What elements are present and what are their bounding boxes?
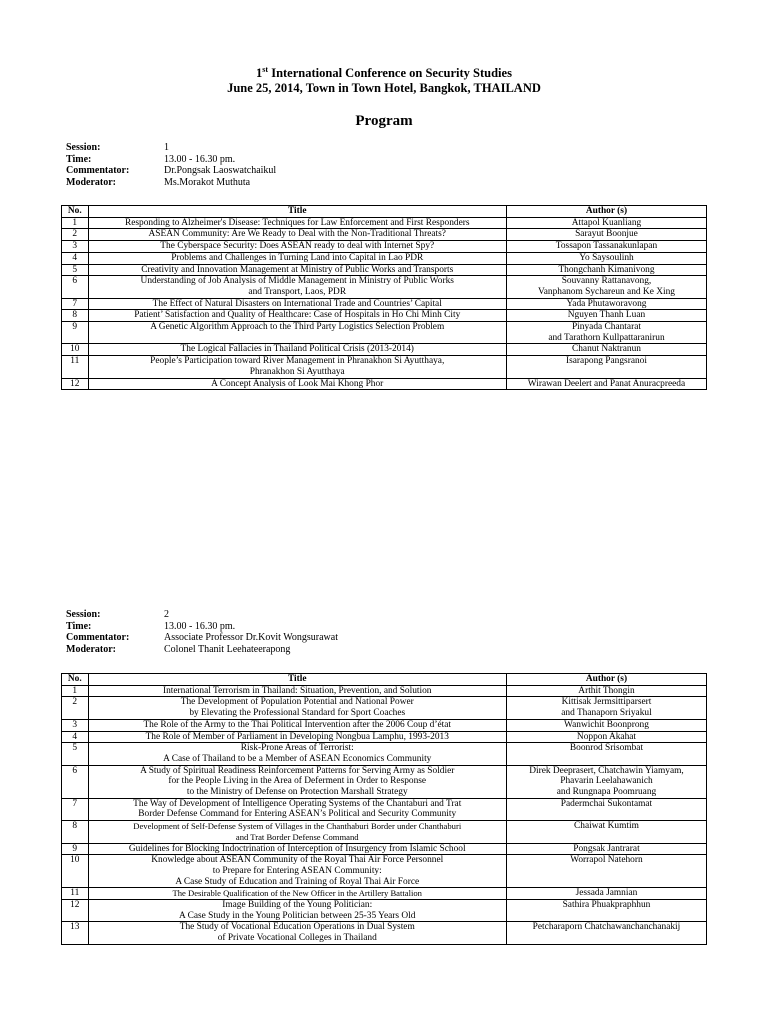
session-2-table	[61, 673, 707, 945]
row-number-text: 1	[72, 685, 78, 696]
row-number	[62, 378, 89, 390]
paper-author-line: Thongchanh Kimanivong	[558, 264, 655, 275]
paper-title	[88, 798, 506, 820]
paper-title	[88, 298, 506, 310]
table-row	[62, 685, 707, 697]
table-row	[62, 298, 707, 310]
time-label: Time:	[66, 153, 92, 165]
row-number-text: 3	[72, 241, 78, 252]
table-row	[62, 743, 707, 765]
paper-author	[506, 765, 706, 798]
program-heading: Program	[355, 113, 413, 129]
table-row	[62, 229, 707, 241]
paper-title-line: A Genetic Algorithm Approach to the Third Party Logistics Selection Problem	[150, 322, 445, 333]
row-number	[62, 322, 89, 344]
row-number-text: 7	[72, 298, 78, 309]
moderator-label: Moderator:	[66, 176, 116, 188]
row-number	[62, 843, 89, 855]
paper-author	[506, 855, 706, 888]
paper-author-line: Chanut Naktranun	[571, 344, 641, 355]
row-number-text: 12	[70, 900, 80, 911]
paper-title-line: The Way of Development of Intelligence Operating Systems of the Chantaburi and Trat	[133, 798, 462, 809]
table-row	[62, 241, 707, 253]
col-title-header: Title	[88, 206, 506, 218]
paper-title-line: for the People Living in the Area of Deferment in Order to Response	[168, 776, 427, 787]
paper-title	[88, 743, 506, 765]
row-number-text: 2	[72, 229, 78, 240]
paper-title	[88, 229, 506, 241]
table-row	[62, 821, 707, 843]
table-row	[62, 264, 707, 276]
paper-title-line: and Transport, Laos, PDR	[248, 286, 347, 297]
row-number-text: 10	[70, 855, 80, 866]
row-number	[62, 310, 89, 322]
session-label: Session:	[66, 609, 101, 620]
moderator-label: Moderator:	[66, 643, 116, 655]
paper-title	[88, 821, 506, 843]
paper-author	[506, 685, 706, 697]
paper-title	[88, 922, 506, 944]
table-row	[62, 344, 707, 356]
paper-title-line: of Private Vocational Colleges in Thailand	[217, 933, 377, 944]
paper-author	[506, 252, 706, 264]
row-number	[62, 217, 89, 229]
paper-author	[506, 356, 706, 378]
paper-title-line: The Role of the Army to the Thai Political Intervention after the 2006 Coup d’état	[143, 719, 452, 730]
paper-author-line: Kittisak Jermsittiparsert	[561, 697, 652, 708]
paper-author	[506, 217, 706, 229]
paper-author	[506, 276, 706, 298]
paper-author-line: Direk Deeprasert, Chatchawin Yiamyam,	[529, 765, 684, 776]
row-number-text: 13	[70, 922, 80, 933]
row-number	[62, 855, 89, 888]
row-number-text: 1	[72, 217, 78, 228]
row-number-text: 11	[70, 356, 80, 367]
row-number	[62, 888, 89, 900]
table-row	[62, 697, 707, 719]
table-row	[62, 322, 707, 344]
row-number	[62, 731, 89, 743]
paper-title-line: People’s Participation toward River Management in Phranakhon Si Ayutthaya,	[150, 356, 445, 367]
paper-title-line: to the Ministry of Defense on Protection Marshall Strategy	[186, 787, 408, 798]
row-number	[62, 241, 89, 253]
row-number	[62, 798, 89, 820]
paper-title-line: The Logical Fallacies in Thailand Political Crisis (2013-2014)	[180, 344, 414, 355]
row-number-text: 9	[72, 322, 78, 333]
conference-title: 1st International Conference on Security Studies	[256, 64, 512, 80]
paper-title	[88, 264, 506, 276]
paper-title-line: A Case Study in the Young Politician between 25-35 Years Old	[179, 910, 416, 921]
table-row	[62, 310, 707, 322]
row-number	[62, 229, 89, 241]
paper-title-line: Responding to Alzheimer's Disease: Techniques for Law Enforcement and First Responders	[124, 217, 470, 228]
paper-author	[506, 719, 706, 731]
paper-author-line: Padermchai Sukontamat	[560, 798, 653, 809]
paper-author-line: Souvanny Rattanavong,	[561, 276, 652, 287]
paper-author	[506, 821, 706, 843]
paper-title-line: The Study of Vocational Education Operations in Dual System	[179, 922, 415, 933]
paper-title-line: A Concept Analysis of Look Mai Khong Phor	[211, 378, 384, 389]
row-number	[62, 821, 89, 843]
session-time: 13.00 - 16.30 pm.	[164, 620, 236, 632]
row-number	[62, 900, 89, 922]
paper-title-line: Image Building of the Young Politician:	[222, 900, 373, 911]
paper-author-line: Nguyen Thanh Luan	[567, 310, 646, 321]
paper-title	[88, 252, 506, 264]
paper-title-line: The Role of Member of Parliament in Developing Nongbua Lamphu, 1993-2013	[145, 731, 449, 742]
paper-author-line: Attapol Kuanliang	[571, 217, 642, 228]
paper-title	[88, 731, 506, 743]
paper-author-line: Phavarin Leelahawanich	[560, 776, 653, 787]
paper-author-line: Arthit Thongin	[578, 685, 635, 696]
row-number	[62, 743, 89, 765]
paper-title-line: and Trat Border Defense Command	[235, 831, 359, 842]
time-label: Time:	[66, 620, 92, 632]
paper-title	[88, 765, 506, 798]
paper-author	[506, 900, 706, 922]
table-row	[62, 356, 707, 378]
session-commentator: Associate Professor Dr.Kovit Wongsurawat	[164, 632, 338, 643]
table-row	[62, 922, 707, 944]
paper-author-line: Jessada Jamnian	[575, 888, 638, 899]
paper-title-line: A Case Study of Education and Training of Royal Thai Air Force	[175, 876, 420, 887]
session-1-table	[61, 205, 707, 390]
paper-title-line	[91, 333, 504, 344]
paper-author-line: and Rungnapa Poomruang	[556, 787, 657, 798]
paper-title-line: Border Defense Command for Entering ASEAN’s Political and Security Community	[138, 809, 457, 820]
row-number-text: 2	[72, 697, 78, 708]
table-row	[62, 378, 707, 390]
paper-title-line: to Prepare for Entering ASEAN Community:	[212, 865, 382, 876]
paper-title-line: Phranakhon Si Ayutthaya	[249, 366, 345, 377]
table-row	[62, 888, 707, 900]
row-number-text: 8	[72, 310, 78, 321]
table-row	[62, 798, 707, 820]
table-row	[62, 855, 707, 888]
row-number-text: 8	[72, 821, 78, 832]
col-no-header: No.	[62, 206, 89, 218]
paper-title-line: Problems and Challenges in Turning Land into Capital in Lao PDR	[171, 252, 424, 263]
row-number	[62, 298, 89, 310]
row-number-text: 4	[72, 731, 78, 742]
session-moderator: Ms.Morakot Muthuta	[164, 176, 251, 188]
paper-author	[506, 264, 706, 276]
paper-title	[88, 322, 506, 344]
commentator-label: Commentator:	[66, 632, 130, 643]
col-title-header: Title	[88, 674, 506, 686]
paper-author-line: and Thanaporn Sriyakul	[561, 708, 652, 719]
row-number-text: 4	[72, 252, 78, 263]
paper-author	[506, 229, 706, 241]
paper-title	[88, 241, 506, 253]
table-row	[62, 731, 707, 743]
paper-title-line: Risk-Prone Areas of Terrorist:	[240, 743, 354, 754]
col-author-header: Author (s)	[506, 674, 706, 686]
paper-title	[88, 344, 506, 356]
paper-author-line: Wirawan Deelert and Panat Anuracpreeda	[527, 378, 686, 389]
paper-author	[506, 322, 706, 344]
paper-author-line: Worrapol Natehorn	[570, 855, 643, 866]
table-row	[62, 719, 707, 731]
paper-title-line: Understanding of Job Analysis of Middle Management in Ministry of Public Works	[140, 276, 454, 287]
paper-author-line: Noppon Akahat	[576, 731, 637, 742]
session-2-info	[66, 609, 338, 655]
row-number-text: 11	[70, 888, 80, 899]
row-number	[62, 719, 89, 731]
paper-title	[88, 276, 506, 298]
row-number-text: 3	[72, 719, 78, 730]
row-number	[62, 922, 89, 944]
session-moderator: Colonel Thanit Leehateerapong	[164, 643, 291, 655]
session-time: 13.00 - 16.30 pm.	[164, 153, 236, 165]
paper-author	[506, 344, 706, 356]
paper-title	[88, 855, 506, 888]
paper-author-line: Yo Saysoulinh	[579, 252, 634, 263]
paper-author	[506, 310, 706, 322]
paper-author	[506, 888, 706, 900]
commentator-label: Commentator:	[66, 165, 130, 176]
paper-title-line: Patient’ Satisfaction and Quality of Healthcare: Case of Hospitals in Ho Chi Minh City	[134, 310, 461, 321]
paper-title-line: International Terrorism in Thailand: Situation, Prevention, and Solution	[162, 685, 432, 696]
paper-title-line: Guidelines for Blocking Indoctrination of Interception of Insurgency from Islamic School	[128, 843, 466, 854]
row-number-text: 12	[70, 378, 80, 389]
paper-title-line: The Desirable Qualification of the New Officer in the Artillery Battalion	[172, 888, 422, 899]
paper-author	[506, 743, 706, 765]
paper-author-line: Sarayut Boonjue	[575, 229, 638, 240]
row-number	[62, 356, 89, 378]
paper-title	[88, 900, 506, 922]
session-commentator: Dr.Pongsak Laoswatchaikul	[164, 165, 277, 176]
paper-author-line: Petcharaporn Chatchawanchanchanakij	[532, 922, 681, 933]
session-number: 2	[164, 609, 169, 620]
conference-date-venue: June 25, 2014, Town in Town Hotel, Bangkok, THAILAND	[227, 81, 541, 95]
paper-title-line: A Study of Spiritual Readiness Reinforcement Patterns for Serving Army as Soldier	[140, 765, 455, 776]
paper-title-line: The Effect of Natural Disasters on International Trade and Countries’ Capital	[152, 298, 442, 309]
paper-title	[88, 378, 506, 390]
paper-title-line: Knowledge about ASEAN Community of the Royal Thai Air Force Personnel	[151, 855, 444, 866]
session-1-info	[66, 142, 276, 188]
table-header-row	[62, 206, 707, 218]
paper-author-line: Vanphanom Sychareun and Ke Xing	[538, 286, 675, 297]
paper-author	[506, 843, 706, 855]
row-number	[62, 252, 89, 264]
paper-author-line: Yada Phutaworavong	[566, 298, 647, 309]
paper-author-line: Wanwichit Boonprong	[564, 719, 649, 730]
paper-author	[506, 922, 706, 944]
paper-title-line: The Cyberspace Security: Does ASEAN ready to deal with Internet Spy?	[160, 241, 435, 252]
paper-author	[506, 298, 706, 310]
paper-title-line: Creativity and Innovation Management at Ministry of Public Works and Transports	[141, 264, 454, 275]
row-number	[62, 276, 89, 298]
row-number	[62, 685, 89, 697]
paper-title	[88, 888, 506, 900]
paper-title	[88, 685, 506, 697]
paper-author-line: Boonrod Srisombat	[569, 743, 644, 754]
paper-title	[88, 697, 506, 719]
paper-title	[88, 356, 506, 378]
paper-author-line: Sathira Phuakpraphhun	[562, 900, 651, 911]
table-row	[62, 217, 707, 229]
paper-author	[506, 731, 706, 743]
paper-title-line: A Case of Thailand to be a Member of ASEAN Economics Community	[163, 753, 432, 764]
paper-author	[506, 697, 706, 719]
paper-title-line: by Elevating the Professional Standard for Sport Coaches	[189, 708, 406, 719]
paper-author	[506, 798, 706, 820]
row-number	[62, 264, 89, 276]
paper-title-line: Development of Self-Defense System of Villages in the Chanthaburi Border under Chanthaburi	[133, 821, 462, 832]
paper-title	[88, 843, 506, 855]
col-author-header: Author (s)	[506, 206, 706, 218]
paper-title	[88, 719, 506, 731]
row-number-text: 6	[72, 765, 78, 776]
paper-author	[506, 378, 706, 390]
row-number-text: 6	[72, 276, 78, 287]
row-number-text: 5	[72, 264, 78, 275]
table-row	[62, 252, 707, 264]
table-header-row	[62, 674, 707, 686]
row-number	[62, 697, 89, 719]
session-number: 1	[164, 142, 169, 153]
paper-title	[88, 217, 506, 229]
paper-author-line: Isarapong Pangsranoi	[565, 356, 647, 367]
row-number-text: 10	[70, 344, 80, 355]
paper-author	[506, 241, 706, 253]
row-number	[62, 765, 89, 798]
row-number	[62, 344, 89, 356]
paper-author-line: and Tarathorn Kullpattaranirun	[548, 332, 665, 343]
table-row	[62, 843, 707, 855]
table-row	[62, 900, 707, 922]
session-label: Session:	[66, 142, 101, 153]
paper-author-line: Pongsak Jantrarat	[573, 843, 640, 854]
paper-author-line: Tossapon Tassanakunlapan	[555, 241, 658, 252]
table-row	[62, 765, 707, 798]
paper-author-line: Chaiwat Kumtim	[574, 821, 639, 832]
paper-title-line: ASEAN Community: Are We Ready to Deal with the Non-Traditional Threats?	[148, 229, 446, 240]
row-number-text: 5	[72, 743, 78, 754]
row-number-text: 9	[72, 843, 78, 854]
table-row	[62, 276, 707, 298]
paper-title	[88, 310, 506, 322]
row-number-text: 7	[72, 798, 78, 809]
col-no-header: No.	[62, 674, 89, 686]
paper-author-line: Pinyada Chantarat	[571, 322, 641, 333]
paper-title-line: The Development of Population Potential and National Power	[180, 697, 414, 708]
